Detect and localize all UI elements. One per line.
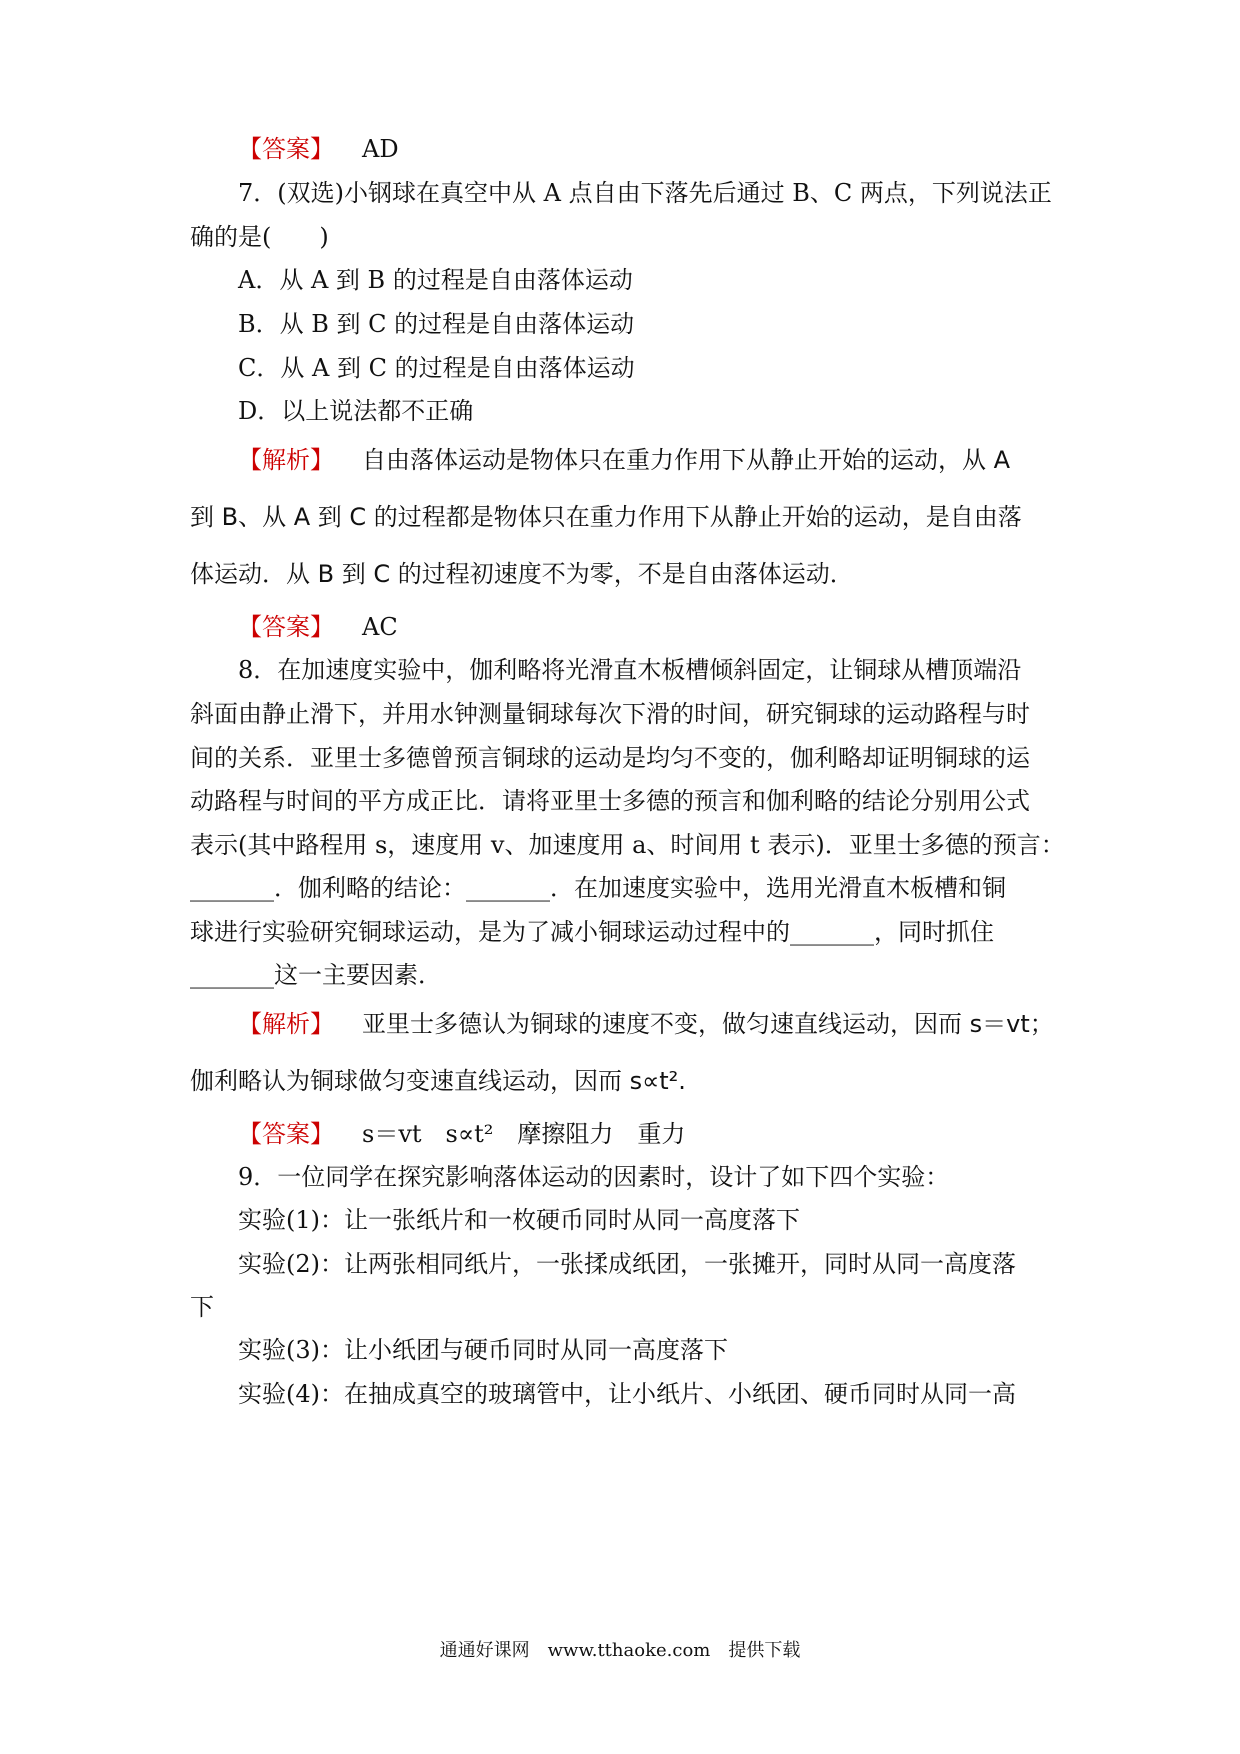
answer-text: s＝vt s∝t² 摩擦阻力 重力 [362,1120,686,1148]
analysis-text: 亚里士多德认为铜球的速度不变，做匀速直线运动，因而 s＝vt； [362,1010,1054,1038]
question-8-line-7: 球进行实验研究铜球运动，是为了减小铜球运动过程中的_______，同时抓住 [190,918,994,946]
analysis-8-line-2: 伽利略认为铜球做匀变速直线运动，因而 s∝t². [190,1067,686,1095]
question-7-option-c: C．从 A 到 C 的过程是自由落体运动 [238,354,635,382]
page-footer: 通通好课网 www.tthaoke.com 提供下载 [439,1640,801,1661]
question-8-line-4: 动路程与时间的平方成正比．请将亚里士多德的预言和伽利略的结论分别用公式 [190,787,1030,815]
analysis-7-line-2: 到 B、从 A 到 C 的过程都是物体只在重力作用下从静止开始的运动，是自由落 [190,503,1022,531]
answer-line [238,610,1060,644]
answer-tag: 【答案】 [238,1120,334,1148]
answer-line [238,132,1060,166]
question-8-line-3: 间的关系．亚里士多德曾预言铜球的运动是均匀不变的，伽利略却证明铜球的运 [190,744,1030,772]
analysis-tag: 【解析】 [238,446,334,474]
answer-tag: 【答案】 [238,613,334,641]
analysis-text: 自由落体运动是物体只在重力作用下从静止开始的运动，从 A [362,446,1011,474]
answer-text: AD [362,135,399,163]
question-8-line-1: 8．在加速度实验中，伽利略将光滑直木板槽倾斜固定，让铜球从槽顶端沿 [238,656,1022,684]
experiment-4: 实验(4)：在抽成真空的玻璃管中，让小纸片、小纸团、硬币同时从同一高 [238,1380,1016,1408]
experiment-2-continued: 下 [190,1293,214,1321]
question-7-option-a: A．从 A 到 B 的过程是自由落体运动 [238,266,633,294]
answer-tag: 【答案】 [238,135,334,163]
experiment-3: 实验(3)：让小纸团与硬币同时从同一高度落下 [238,1336,728,1364]
question-7-option-b: B．从 B 到 C 的过程是自由落体运动 [238,310,635,338]
analysis-tag: 【解析】 [238,1010,334,1038]
answer-line [238,1117,1060,1151]
analysis-7-line-3: 体运动．从 B 到 C 的过程初速度不为零，不是自由落体运动． [190,560,854,588]
experiment-1: 实验(1)：让一张纸片和一枚硬币同时从同一高度落下 [238,1206,800,1234]
question-8-line-6: _______．伽利略的结论：_______．在加速度实验中，选用光滑直木板槽和铜 [190,874,1006,902]
question-7-option-d: D．以上说法都不正确 [238,397,474,425]
question-8-line-2: 斜面由静止滑下，并用水钟测量铜球每次下滑的时间，研究铜球的运动路程与时 [190,700,1030,728]
question-7-line-1: 7．(双选)小钢球在真空中从 A 点自由下落先后通过 B、C 两点，下列说法正 [238,179,1052,207]
experiment-2: 实验(2)：让两张相同纸片，一张揉成纸团，一张摊开，同时从同一高度落 [238,1250,1016,1278]
question-7-line-2: 确的是( ) [190,223,329,251]
answer-text: AC [362,613,398,641]
question-8-line-8: _______这一主要因素． [190,961,442,989]
question-8-line-5: 表示(其中路程用 s，速度用 v、加速度用 a、时间用 t 表示)．亚里士多德的预言： [190,831,1065,859]
analysis-7-line-1 [238,443,1060,477]
question-9-line-1: 9．一位同学在探究影响落体运动的因素时，设计了如下四个实验： [238,1163,950,1191]
analysis-8-line-1 [238,1007,1060,1041]
